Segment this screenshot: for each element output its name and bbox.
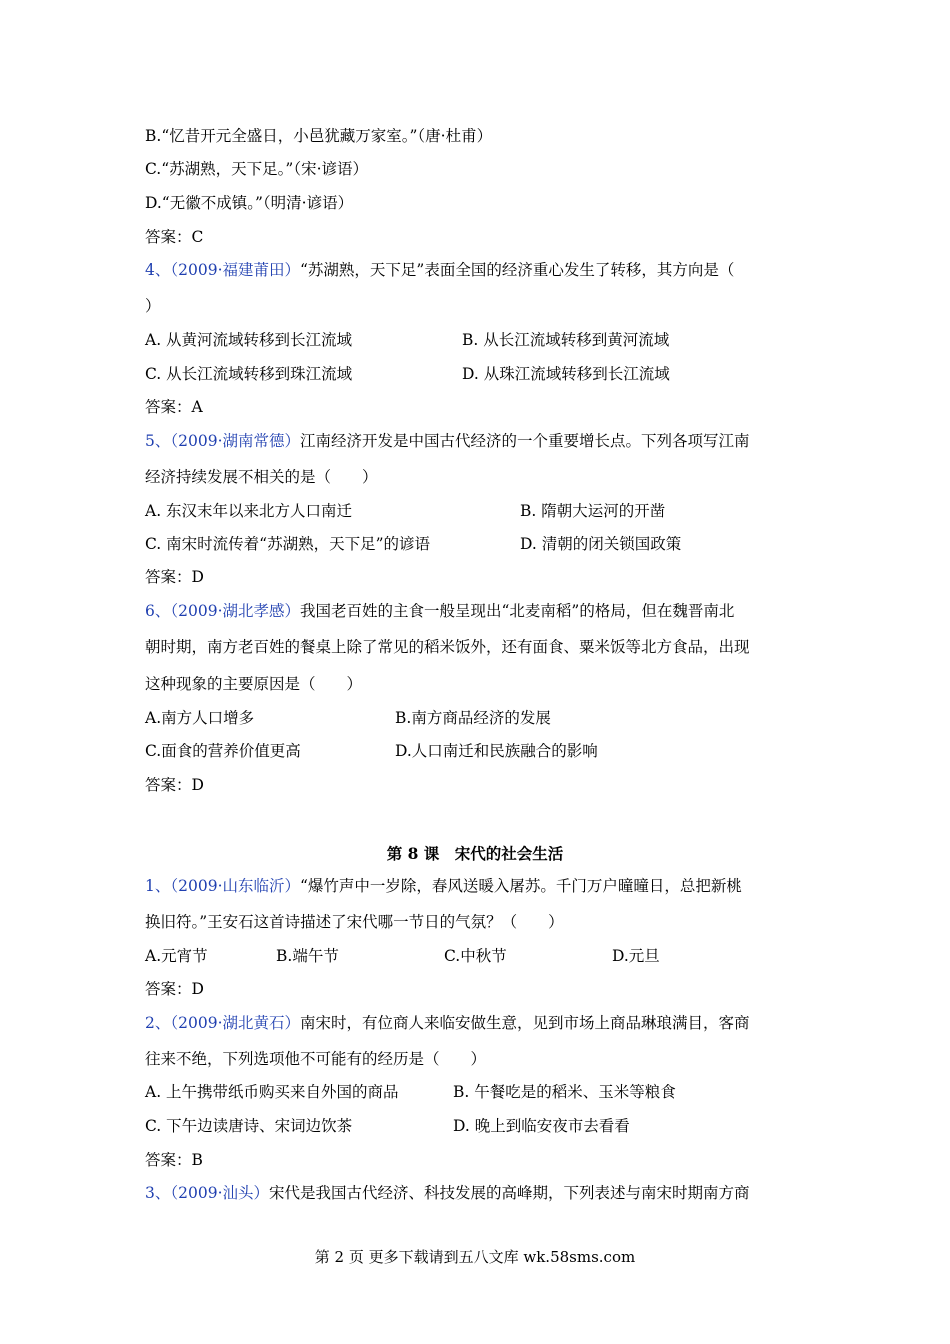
question-stem: “苏湖熟，天下足”表面全国的经济重心发生了转移，其方向是（ (300, 261, 735, 279)
question-number: 6、 (145, 602, 171, 620)
option-b-text: B.“忆昔开元全盛日，小邑犹藏万家室。”（唐·杜甫） (145, 127, 493, 145)
option-a: A. 从黄河流域转移到长江流域 (145, 331, 353, 349)
option-c: C.中秋节 (444, 947, 507, 965)
option-c: C. 下午边读唐诗、宋词边饮茶 (145, 1117, 353, 1135)
lesson-question-2-answer: 答案：B (145, 1151, 203, 1169)
option-d: D. 清朝的闭关锁国政策 (520, 535, 682, 553)
question-number: 5、 (145, 432, 171, 450)
question-source: （2009·山东临沂） (170, 877, 300, 895)
option-c: C. 南宋时流传着“苏湖熟，天下足”的谚语 (145, 535, 431, 553)
option-b: B.端午节 (276, 947, 339, 965)
question-source: （2009·湖北孝感） (170, 602, 300, 620)
question-stem: “爆竹声中一岁除，春风送暖入屠苏。千门万户曈曈日，总把新桃 (300, 877, 742, 895)
option-d: D. 从珠江流域转移到长江流域 (462, 365, 670, 383)
question-stem: 宋代是我国古代经济、科技发展的高峰期，下列表述与南宋时期南方商 (269, 1184, 750, 1202)
question-number: 2、 (145, 1014, 171, 1032)
option-a: A.南方人口增多 (145, 709, 255, 727)
question-stem: 我国老百姓的主食一般呈现出“北麦南稻”的格局，但在魏晋南北 (300, 602, 735, 620)
option-c: C.面食的营养价值更高 (145, 742, 301, 760)
question-6-answer: 答案：D (145, 776, 204, 794)
option-c: C. 从长江流域转移到珠江流域 (145, 365, 353, 383)
option-b: B.南方商品经济的发展 (395, 709, 551, 727)
option-b: B. 午餐吃是的稻米、玉米等粮食 (453, 1083, 676, 1101)
option-a: A. 上午携带纸币购买来自外国的商品 (145, 1083, 399, 1101)
question-6-stem (145, 601, 810, 621)
question-5-stem-cont: 经济持续发展不相关的是（ ） (145, 468, 378, 486)
option-a: A. 东汉末年以来北方人口南迁 (145, 502, 353, 520)
question-4-answer: 答案：A (145, 398, 203, 416)
question-source: （2009·湖北黄石） (170, 1014, 300, 1032)
option-d: D. 晚上到临安夜市去看看 (453, 1117, 630, 1135)
answer-text: 答案：C (145, 228, 204, 246)
question-5-answer: 答案：D (145, 568, 204, 586)
question-stem: 南宋时，有位商人来临安做生意，见到市场上商品琳琅满目，客商 (300, 1014, 750, 1032)
lesson-question-1-answer: 答案：D (145, 980, 204, 998)
lesson-question-2-stem (145, 1013, 810, 1033)
question-source: （2009·汕头） (170, 1184, 269, 1202)
lesson-question-2-stem-cont: 往来不绝，下列选项他不可能有的经历是（ ） (145, 1050, 487, 1068)
question-5-stem (145, 431, 810, 451)
question-6-stem-cont: 朝时期，南方老百姓的餐桌上除了常见的稻米饭外，还有面食、粟米饭等北方食品，出现 (145, 638, 750, 656)
question-number: 3、 (145, 1184, 171, 1202)
question-number: 1、 (145, 877, 171, 895)
option-d-text: D.“无徽不成镇。”（明清·谚语） (145, 194, 354, 212)
option-d: D.元旦 (612, 947, 660, 965)
question-number: 4、 (145, 261, 171, 279)
option-c-text: C.“苏湖熟，天下足。”（宋·谚语） (145, 160, 369, 178)
question-4-stem-cont: ） (145, 297, 161, 315)
question-source: （2009·湖南常德） (170, 432, 300, 450)
option-b: B. 从长江流域转移到黄河流域 (462, 331, 670, 349)
question-stem: 江南经济开发是中国古代经济的一个重要增长点。下列各项写江南 (300, 432, 750, 450)
question-source: （2009·福建莆田） (170, 261, 300, 279)
lesson-title: 第 8 课 宋代的社会生活 (386, 844, 564, 863)
option-a: A.元宵节 (145, 947, 208, 965)
lesson-question-1-stem-cont: 换旧符。”王安石这首诗描述了宋代哪一节日的气氛？（ ） (145, 913, 564, 931)
question-6-stem-cont2: 这种现象的主要原因是（ ） (145, 675, 363, 693)
lesson-question-3-stem (145, 1183, 810, 1203)
question-4-stem (145, 260, 810, 280)
lesson-question-1-stem (145, 876, 810, 896)
page-footer: 第 2 页 更多下载请到五八文库 wk.58sms.com (314, 1248, 636, 1266)
option-b: B. 隋朝大运河的开凿 (520, 502, 666, 520)
option-d: D.人口南迁和民族融合的影响 (395, 742, 598, 760)
